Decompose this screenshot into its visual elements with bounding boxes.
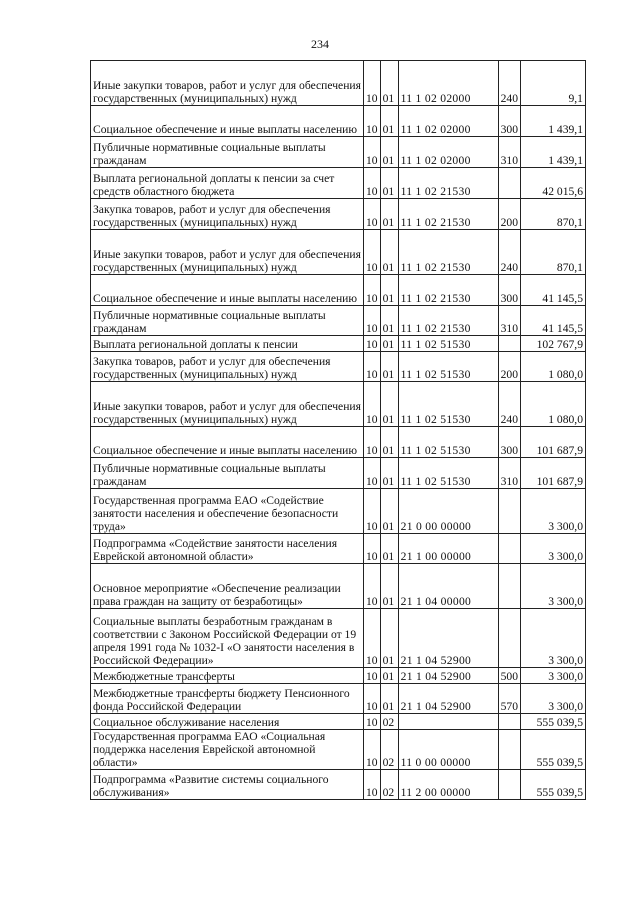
section-code: 10 bbox=[364, 489, 381, 534]
target-article-code: 11 1 02 21530 bbox=[398, 230, 498, 275]
subsection-code: 01 bbox=[380, 336, 398, 352]
expense-type-code bbox=[498, 770, 520, 800]
expense-type-code: 310 bbox=[498, 137, 520, 168]
amount: 42 015,6 bbox=[520, 168, 585, 199]
subsection-code: 01 bbox=[380, 427, 398, 458]
subsection-code: 01 bbox=[380, 352, 398, 382]
table-row bbox=[91, 275, 586, 306]
amount: 41 145,5 bbox=[520, 306, 585, 336]
target-article-code: 11 1 02 02000 bbox=[398, 106, 498, 137]
expense-type-code: 500 bbox=[498, 668, 520, 684]
target-article-code: 21 1 04 52900 bbox=[398, 668, 498, 684]
expense-type-code bbox=[498, 564, 520, 609]
subsection-code: 01 bbox=[380, 61, 398, 106]
target-article-code: 21 1 04 00000 bbox=[398, 564, 498, 609]
expense-type-code: 240 bbox=[498, 61, 520, 106]
row-description: Закупка товаров, работ и услуг для обеспечения государственных (муниципальных) нужд bbox=[91, 199, 364, 230]
table-row bbox=[91, 714, 586, 730]
section-code: 10 bbox=[364, 137, 381, 168]
row-description: Публичные нормативные социальные выплаты гражданам bbox=[91, 306, 364, 336]
target-article-code: 11 1 02 51530 bbox=[398, 427, 498, 458]
target-article-code: 11 1 02 21530 bbox=[398, 199, 498, 230]
section-code: 10 bbox=[364, 609, 381, 668]
expense-type-code bbox=[498, 609, 520, 668]
table-row bbox=[91, 770, 586, 800]
section-code: 10 bbox=[364, 230, 381, 275]
subsection-code: 02 bbox=[380, 730, 398, 770]
table-row bbox=[91, 306, 586, 336]
amount: 870,1 bbox=[520, 199, 585, 230]
table-row bbox=[91, 684, 586, 714]
target-article-code: 11 1 02 51530 bbox=[398, 352, 498, 382]
row-description: Социальное обеспечение и иные выплаты населению bbox=[91, 275, 364, 306]
expense-type-code: 240 bbox=[498, 382, 520, 427]
row-description: Публичные нормативные социальные выплаты гражданам bbox=[91, 458, 364, 489]
row-description: Иные закупки товаров, работ и услуг для обеспечения государственных (муниципальных) нужд bbox=[91, 61, 364, 106]
amount: 41 145,5 bbox=[520, 275, 585, 306]
row-description: Межбюджетные трансферты бюджету Пенсионного фонда Российской Федерации bbox=[91, 684, 364, 714]
section-code: 10 bbox=[364, 199, 381, 230]
expense-type-code bbox=[498, 534, 520, 564]
expense-type-code: 570 bbox=[498, 684, 520, 714]
target-article-code: 11 1 02 21530 bbox=[398, 275, 498, 306]
subsection-code: 01 bbox=[380, 534, 398, 564]
table-row bbox=[91, 458, 586, 489]
expense-type-code: 200 bbox=[498, 199, 520, 230]
amount: 3 300,0 bbox=[520, 609, 585, 668]
section-code: 10 bbox=[364, 61, 381, 106]
row-description: Межбюджетные трансферты bbox=[91, 668, 364, 684]
amount: 1 080,0 bbox=[520, 382, 585, 427]
target-article-code bbox=[398, 714, 498, 730]
expense-type-code: 200 bbox=[498, 352, 520, 382]
subsection-code: 01 bbox=[380, 275, 398, 306]
target-article-code: 11 1 02 21530 bbox=[398, 168, 498, 199]
target-article-code: 21 1 00 00000 bbox=[398, 534, 498, 564]
target-article-code: 11 1 02 51530 bbox=[398, 382, 498, 427]
row-description: Социальные выплаты безработным гражданам в соответствии с Законом Российской Федерации от 19 апреля 1991 года № 1032-I «О занятости населения в Российской Федерации» bbox=[91, 609, 364, 668]
amount: 870,1 bbox=[520, 230, 585, 275]
amount: 101 687,9 bbox=[520, 458, 585, 489]
target-article-code: 21 1 04 52900 bbox=[398, 609, 498, 668]
section-code: 10 bbox=[364, 684, 381, 714]
section-code: 10 bbox=[364, 336, 381, 352]
amount: 3 300,0 bbox=[520, 668, 585, 684]
target-article-code: 21 0 00 00000 bbox=[398, 489, 498, 534]
expense-type-code bbox=[498, 336, 520, 352]
amount: 1 439,1 bbox=[520, 106, 585, 137]
expense-type-code bbox=[498, 489, 520, 534]
amount: 1 439,1 bbox=[520, 137, 585, 168]
subsection-code: 01 bbox=[380, 106, 398, 137]
subsection-code: 01 bbox=[380, 306, 398, 336]
section-code: 10 bbox=[364, 564, 381, 609]
table-row bbox=[91, 534, 586, 564]
target-article-code: 11 1 02 51530 bbox=[398, 458, 498, 489]
expense-type-code: 300 bbox=[498, 427, 520, 458]
table-row bbox=[91, 382, 586, 427]
subsection-code: 01 bbox=[380, 199, 398, 230]
section-code: 10 bbox=[364, 382, 381, 427]
table-row bbox=[91, 352, 586, 382]
row-description: Социальное обслуживание населения bbox=[91, 714, 364, 730]
row-description: Социальное обеспечение и иные выплаты населению bbox=[91, 106, 364, 137]
table-row bbox=[91, 168, 586, 199]
subsection-code: 01 bbox=[380, 489, 398, 534]
row-description: Публичные нормативные социальные выплаты гражданам bbox=[91, 137, 364, 168]
amount: 3 300,0 bbox=[520, 534, 585, 564]
table-row bbox=[91, 199, 586, 230]
expense-type-code: 310 bbox=[498, 306, 520, 336]
amount: 3 300,0 bbox=[520, 684, 585, 714]
target-article-code: 21 1 04 52900 bbox=[398, 684, 498, 714]
section-code: 10 bbox=[364, 352, 381, 382]
row-description: Государственная программа ЕАО «Социальная поддержка населения Еврейской автономной области» bbox=[91, 730, 364, 770]
table-row bbox=[91, 336, 586, 352]
row-description: Выплата региональной доплаты к пенсии за счет средств областного бюджета bbox=[91, 168, 364, 199]
row-description: Подпрограмма «Содействие занятости населения Еврейской автономной области» bbox=[91, 534, 364, 564]
amount: 101 687,9 bbox=[520, 427, 585, 458]
table-row bbox=[91, 489, 586, 534]
budget-table-body bbox=[91, 61, 586, 800]
expense-type-code: 310 bbox=[498, 458, 520, 489]
subsection-code: 01 bbox=[380, 668, 398, 684]
table-row bbox=[91, 61, 586, 106]
target-article-code: 11 0 00 00000 bbox=[398, 730, 498, 770]
amount: 102 767,9 bbox=[520, 336, 585, 352]
table-row bbox=[91, 564, 586, 609]
table-row bbox=[91, 668, 586, 684]
table-row bbox=[91, 730, 586, 770]
table-row bbox=[91, 427, 586, 458]
section-code: 10 bbox=[364, 168, 381, 199]
section-code: 10 bbox=[364, 275, 381, 306]
row-description: Выплата региональной доплаты к пенсии bbox=[91, 336, 364, 352]
section-code: 10 bbox=[364, 427, 381, 458]
amount: 555 039,5 bbox=[520, 714, 585, 730]
subsection-code: 01 bbox=[380, 684, 398, 714]
table-row bbox=[91, 230, 586, 275]
amount: 555 039,5 bbox=[520, 770, 585, 800]
row-description: Государственная программа ЕАО «Содействие занятости населения и обеспечение безопасности труда» bbox=[91, 489, 364, 534]
row-description: Закупка товаров, работ и услуг для обеспечения государственных (муниципальных) нужд bbox=[91, 352, 364, 382]
section-code: 10 bbox=[364, 306, 381, 336]
section-code: 10 bbox=[364, 106, 381, 137]
section-code: 10 bbox=[364, 770, 381, 800]
expense-type-code bbox=[498, 168, 520, 199]
table-row bbox=[91, 106, 586, 137]
amount: 3 300,0 bbox=[520, 489, 585, 534]
table-row bbox=[91, 609, 586, 668]
budget-table bbox=[90, 60, 586, 800]
subsection-code: 01 bbox=[380, 230, 398, 275]
section-code: 10 bbox=[364, 458, 381, 489]
table-row bbox=[91, 137, 586, 168]
subsection-code: 01 bbox=[380, 137, 398, 168]
subsection-code: 01 bbox=[380, 609, 398, 668]
target-article-code: 11 1 02 02000 bbox=[398, 61, 498, 106]
expense-type-code: 240 bbox=[498, 230, 520, 275]
amount: 555 039,5 bbox=[520, 730, 585, 770]
amount: 9,1 bbox=[520, 61, 585, 106]
expense-type-code: 300 bbox=[498, 106, 520, 137]
row-description: Основное мероприятие «Обеспечение реализации права граждан на защиту от безработицы» bbox=[91, 564, 364, 609]
section-code: 10 bbox=[364, 534, 381, 564]
amount: 3 300,0 bbox=[520, 564, 585, 609]
target-article-code: 11 1 02 51530 bbox=[398, 336, 498, 352]
target-article-code: 11 1 02 21530 bbox=[398, 306, 498, 336]
expense-type-code: 300 bbox=[498, 275, 520, 306]
section-code: 10 bbox=[364, 668, 381, 684]
row-description: Иные закупки товаров, работ и услуг для обеспечения государственных (муниципальных) нужд bbox=[91, 382, 364, 427]
page-number: 234 bbox=[311, 37, 329, 51]
subsection-code: 01 bbox=[380, 564, 398, 609]
row-description: Социальное обеспечение и иные выплаты населению bbox=[91, 427, 364, 458]
section-code: 10 bbox=[364, 730, 381, 770]
subsection-code: 02 bbox=[380, 770, 398, 800]
subsection-code: 01 bbox=[380, 382, 398, 427]
target-article-code: 11 2 00 00000 bbox=[398, 770, 498, 800]
expense-type-code bbox=[498, 730, 520, 770]
amount: 1 080,0 bbox=[520, 352, 585, 382]
row-description: Иные закупки товаров, работ и услуг для обеспечения государственных (муниципальных) нужд bbox=[91, 230, 364, 275]
subsection-code: 02 bbox=[380, 714, 398, 730]
subsection-code: 01 bbox=[380, 458, 398, 489]
row-description: Подпрограмма «Развитие системы социального обслуживания» bbox=[91, 770, 364, 800]
expense-type-code bbox=[498, 714, 520, 730]
target-article-code: 11 1 02 02000 bbox=[398, 137, 498, 168]
subsection-code: 01 bbox=[380, 168, 398, 199]
section-code: 10 bbox=[364, 714, 381, 730]
